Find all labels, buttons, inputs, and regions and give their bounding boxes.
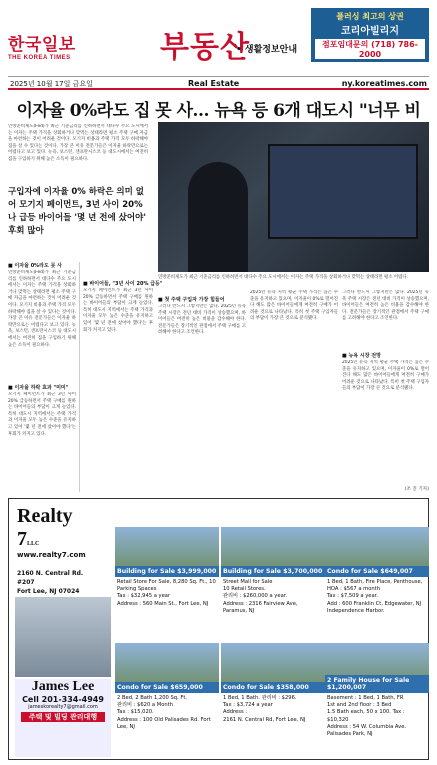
- listing-card[interactable]: [115, 527, 219, 610]
- listing-photo: [221, 643, 325, 693]
- article-photo: [158, 122, 429, 272]
- listing-banner: 2 Family House for Sale $1,200,007: [325, 675, 429, 693]
- listing-card[interactable]: [325, 643, 429, 740]
- article-col-3: 그러나 반드시 그렇지만은 않다. 2025년 뉴욕 주택 시장은 전년 대비 가격이 상승했으며, 바이어들은 여전히 높은 비용을 감수해야 한다. 전문가들은 장기적인 관점에서 주택 구매를 고려해야 한다고 조언한다.: [158, 304, 246, 336]
- realty-address-1: 2160 N. Central Rd. #207: [17, 570, 84, 586]
- headline: 이자율 0%라도 집 못 사… 뉴욕 등 6개 대도시 "너무 비: [16, 101, 421, 121]
- newspaper-logo[interactable]: [8, 30, 92, 61]
- listing-desc: Retail Store For Sale, 8,280 Sq. Ft., 10 Parking Spaces Tax : $32,945 a year Address : 560 Main St., Fort Lee, NJ: [117, 579, 216, 607]
- column-rule: [79, 262, 80, 492]
- agent-service-tag: 주택 및 빌딩 관리대행: [21, 712, 105, 722]
- listing-photo: [115, 527, 219, 577]
- listing-banner: Condo for Sale $649,007: [325, 566, 429, 577]
- realty-website[interactable]: www.realty7.com: [17, 551, 86, 559]
- listing-card[interactable]: [115, 643, 219, 733]
- agent-cell: Cell 201-334-4949: [22, 695, 104, 704]
- listing-banner: Building for Sale $3,999,000: [115, 566, 219, 577]
- realty-brand-sub: LLC: [27, 541, 40, 547]
- article-col-5a: 그러나 반드시 그렇지만은 않다. 2025년 뉴욕 주택 시장은 전년 대비 가격이 상승했으며, 바이어들은 여전히 높은 비용을 감수해야 한다. 전문가들은 장기적인 관점에서 주택 구매를 고려해야 한다고 조언한다.: [342, 290, 429, 322]
- listing-card[interactable]: [325, 527, 429, 617]
- section-heading-4: ■ 첫 주택 구입자 가장 힘들어: [158, 297, 225, 303]
- photo-caption: 연방준비제도가 최근 기준금리를 인하하면서 대다수 주요 도시에서는 이자는 주택 가격을 상회하거나 맞먹는 상태라면 평소 어렵다.: [158, 275, 408, 280]
- realty-address-2: Fort Lee, NJ 07024: [17, 588, 80, 595]
- article-col-1b: 모기지 페이먼트가 최근 3년 사이 20% 급등하면서 주택 구매를 원하는 바이어들의 부담이 크게 늘었다. 특히 대도시 지역에서는 주택 가격과 이자율 모두 높은 수준을 유지하고 있어 '몇 년 전에 샀어야 했다'는 후회가 커지고 있다.: [8, 392, 76, 437]
- person-silhouette: [188, 162, 248, 272]
- article-col-1: 연방준비제도(Fed)가 최근 기준금리를 인하하면서 대다수 주요 도시에서는 이자는 주택 가격을 상회하거나 맞먹는 상태라면 평소 주택 구매 자금을 마련하는 것이 어려운 것이다. 모기지 비용과 주택 가격 모두 하락해야 집을 살 수 있다는 것이다. 가장 큰 이유 전문가들은 이자율 하락만으로는 어렵다고 보고 있다. 뉴욕, 보스턴, 샌프란시스코 등 대도시에서는 여전히 집을 구입하기 위해 높은 소득이 필요하다.: [8, 270, 76, 348]
- subhead: 구입자에 이자율 0% 하락은 의미 없어 모기지 페이먼트, 3년 사이 20%나 급등 바이어들 '몇 년 전에 샀어야' 후회 많아: [8, 187, 146, 236]
- article-col-4: 2025년 뉴욕 지역 평균 주택 가격은 높은 수준을 유지하고 있으며, 이자율이 0%로 떨어진다 해도 많은 바이어들에게 여전히 구매가 어려운 것으로 나타났다. 특히 첫 주택 구입자들의 부담이 가장 큰 것으로 분석됐다.: [250, 290, 338, 322]
- listing-banner: Condo for Sale $358,000: [221, 682, 325, 693]
- ad-line-3: 점포임대문의 (718) 786-2000: [315, 39, 425, 59]
- header-ad[interactable]: [311, 8, 429, 62]
- listing-card[interactable]: [221, 527, 325, 617]
- byline: (조 진 기자): [404, 487, 429, 492]
- logo-english: THE KOREA TIMES: [8, 55, 71, 61]
- ad-line-1: 플러싱 최고의 상권: [336, 12, 404, 21]
- section-label: Real Estate: [188, 79, 240, 88]
- agent-card: [15, 679, 111, 757]
- issue-date: 2025년 10월 17일 금요일: [10, 80, 93, 88]
- listing-desc: Street Mall for Sale 10 Retail Stores. 관리비 : $260,000 a year. Address : 2316 Fairview Ave, Paramus, NJ: [223, 579, 298, 614]
- listing-photo: [325, 643, 429, 693]
- agent-email[interactable]: jameskorealty7@gmail.com: [28, 704, 98, 710]
- listing-desc: 1 Bed, 1 Bath. 관리비 : $296. Tax : $3,724 a year Address : 2161 N. Central Rd, Fort Lee, NJ: [223, 695, 306, 723]
- section-subtitle: • 생활정보안내: [236, 45, 298, 55]
- section-heading-1: ■ 이자율 0%라도 못 사: [8, 263, 62, 269]
- realty-ad: [8, 498, 429, 760]
- section-heading-2: ■ 이자율 하락 효과 "미미": [8, 385, 69, 391]
- article-col-5b: 2025년 뉴욕 지역 평균 주택 가격은 높은 수준을 유지하고 있으며, 이자율이 0%로 떨어진다 해도 많은 바이어들에게 여전히 구매가 어려운 것으로 나타났다. 특히 첫 주택 구입자들의 부담이 가장 큰 것으로 분석됐다.: [342, 360, 429, 392]
- listing-photo: [221, 527, 325, 577]
- article-lead: 연방준비제도(Fed)가 최근 기준금리를 인하하면서 대다수 주요 도시에서는 이자는 주택 가격을 상회하거나 맞먹는 상태라면 평소 주택 구매 자금을 마련하는 것이 어려운 것이다. 모기지 비용과 주택 가격 모두 하락해야 집을 살 수 있다는 것이다. 가장 큰 이유 전문가들은 이자율 하락만으로는 어렵다고 보고 있다. 뉴욕, 보스턴, 샌프란시스코 등 대도시에서는 여전히 집을 구입하기 위해 높은 소득이 필요하다.: [8, 124, 148, 162]
- section-heading-3: ■ 바이어들, "3년 사이 20% 급등": [83, 281, 163, 287]
- section-heading-5: ■ 뉴욕 시장 전망: [342, 353, 381, 359]
- listing-photo: [325, 527, 429, 577]
- listing-desc: 1 Bed, 1 Bath, Fire Place, Penthouse, HOA : $567 a month Tax : $7,509 a year. Add : 600 Franklin Ct, Edgewater, NJ Independence Harbor.: [327, 579, 423, 614]
- realty-logo[interactable]: [17, 505, 97, 605]
- tv-screen-image: [268, 144, 418, 239]
- section-title: 부동산: [160, 30, 250, 65]
- article-col-2: 모기지 페이먼트가 최근 3년 사이 20% 급등하면서 주택 구매를 원하는 바이어들의 부담이 크게 늘었다. 특히 대도시 지역에서는 주택 가격과 이자율 모두 높은 수준을 유지하고 있어 '몇 년 전에 샀어야 했다'는 후회가 커지고 있다.: [83, 288, 153, 333]
- realty-brand: Realty 7: [17, 505, 73, 550]
- listing-desc: 2 Bed, 2 Bath 1,200 Sq. Ft. 관리비 : $620 a Month Tax : $15,020. Address : 100 Old Palisades Rd. Fort Lee, NJ: [117, 695, 211, 730]
- agent-photo: [15, 597, 111, 677]
- agent-name: James Lee: [31, 679, 95, 694]
- site-url[interactable]: ny.koreatimes.com: [341, 79, 427, 88]
- ad-line-2: 코리아빌리지: [341, 26, 399, 37]
- listing-card[interactable]: [221, 643, 325, 726]
- listing-photo: [115, 643, 219, 693]
- listing-banner: Building for Sale $3,700,000: [221, 566, 325, 577]
- masthead: [8, 8, 429, 72]
- logo-korean: 한국일보: [8, 35, 76, 55]
- dateline: [8, 76, 429, 90]
- listing-desc: Basement : 1 Bed, 1 Bath, FR 1st and 2nd floor : 3 Bed 1.5 Bath each, 50 x 100. Tax : $10,320 Address : 54 W. Columbia Ave. Palisades Park, NJ: [327, 695, 407, 738]
- listing-banner: Condo for Sale $659,000: [115, 682, 219, 693]
